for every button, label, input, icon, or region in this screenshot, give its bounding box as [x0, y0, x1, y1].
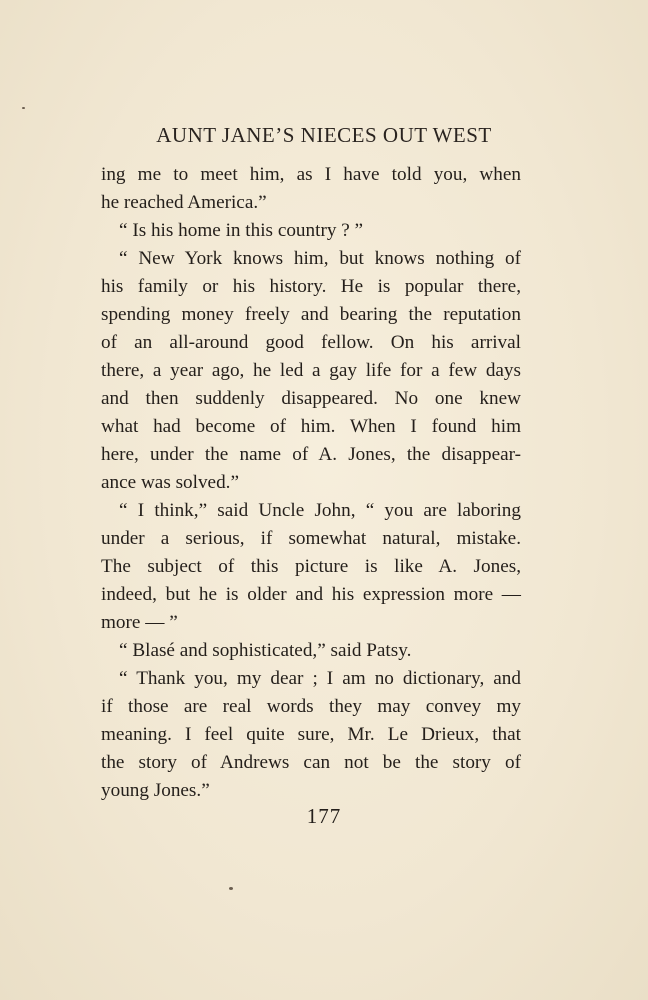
- paper-speck: [229, 887, 233, 890]
- text-line: “ New York knows him, but knows nothing of: [119, 248, 521, 269]
- text-line: young Jones.”: [101, 780, 210, 801]
- text-line: under a serious, if somewhat natural, mistake.: [101, 528, 521, 549]
- text-line: ing me to meet him, as I have told you, when: [101, 164, 521, 185]
- text-line: here, under the name of A. Jones, the disappear-: [101, 444, 521, 465]
- text-line: indeed, but he is older and his expression more —: [101, 584, 521, 605]
- text-line: “ I think,” said Uncle John, “ you are laboring: [119, 500, 521, 521]
- text-line: there, a year ago, he led a gay life for a few days: [101, 360, 521, 381]
- text-line: meaning. I feel quite sure, Mr. Le Drieux, that: [101, 724, 521, 745]
- text-line: more — ”: [101, 612, 178, 633]
- text-line: his family or his history. He is popular there,: [101, 276, 521, 297]
- text-line: the story of Andrews can not be the story of: [101, 752, 521, 773]
- paper-speck: [22, 107, 25, 109]
- text-line: what had become of him. When I found him: [101, 416, 521, 437]
- text-line: he reached America.”: [101, 192, 267, 213]
- text-line: The subject of this picture is like A. Jones,: [101, 556, 521, 577]
- text-line: and then suddenly disappeared. No one knew: [101, 388, 521, 409]
- text-line: “ Thank you, my dear ; I am no dictionary, and: [119, 668, 521, 689]
- page-number: 177: [306, 804, 342, 828]
- text-line: ance was solved.”: [101, 472, 239, 493]
- text-line: “ Is his home in this country ? ”: [119, 220, 364, 241]
- text-line: of an all-around good fellow. On his arrival: [101, 332, 521, 353]
- text-line: “ Blasé and sophisticated,” said Patsy.: [119, 640, 412, 661]
- running-header: AUNT JANE’S NIECES OUT WEST: [156, 123, 492, 147]
- text-line: if those are real words they may convey my: [101, 696, 521, 717]
- text-line: spending money freely and bearing the reputation: [101, 304, 521, 325]
